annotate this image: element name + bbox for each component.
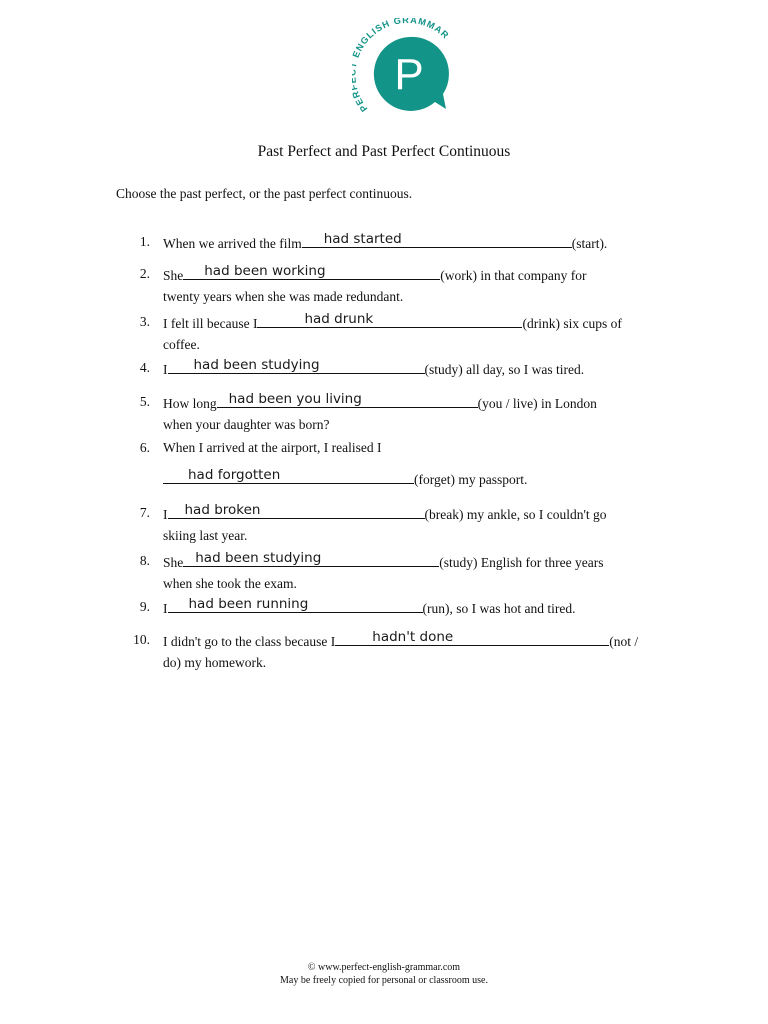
answer-text: had been running <box>188 596 309 612</box>
answer-blank <box>183 265 440 280</box>
item-number: 10. <box>133 632 150 647</box>
list-item <box>116 598 575 616</box>
item-text-after: (start). <box>571 236 608 251</box>
item-text-before: I felt ill because I <box>163 316 258 331</box>
item-text-before: I didn't go to the class because I <box>163 634 336 649</box>
item-continuation: when your daughter was born? <box>163 417 330 432</box>
item-text-before: I <box>163 507 168 522</box>
list-item <box>116 393 597 411</box>
answer-blank <box>302 233 572 248</box>
footer-license: May be freely copied for personal or classroom use. <box>280 975 488 986</box>
answer-blank <box>183 552 439 567</box>
logo-letter: P <box>394 50 424 99</box>
answer-text: had been studying <box>193 357 320 373</box>
answer-blank <box>168 359 425 374</box>
list-item <box>116 439 382 457</box>
item-text-after: (work) in that company for <box>440 268 587 283</box>
list-item <box>116 552 603 570</box>
item-continuation: twenty years when she was made redundant. <box>163 289 404 304</box>
answer-blank <box>163 469 414 484</box>
answer-blank <box>168 504 425 519</box>
list-item <box>116 359 584 377</box>
item-text-after: (study) English for three years <box>439 555 604 570</box>
answer-text: had been working <box>204 263 326 279</box>
item-continuation <box>163 469 527 487</box>
item-continuation: when she took the exam. <box>163 576 297 591</box>
item-text-before: I <box>163 601 168 616</box>
answer-blank <box>217 393 478 408</box>
answer-text: had started <box>323 231 402 247</box>
item-text-after: (forget) my passport. <box>414 472 528 487</box>
item-number: 5. <box>139 394 150 409</box>
item-text-before: She <box>163 268 184 283</box>
item-text-after: (break) my ankle, so I couldn't go <box>424 507 607 522</box>
logo <box>352 18 456 118</box>
answer-blank <box>335 631 609 646</box>
item-text-after: (drink) six cups of <box>522 316 622 331</box>
item-number: 3. <box>139 314 150 329</box>
item-text-before: How long <box>163 396 217 411</box>
list-item <box>116 631 638 649</box>
answer-text: had been studying <box>195 550 322 566</box>
item-number: 9. <box>139 599 150 614</box>
instructions: Choose the past perfect, or the past perfect continuous. <box>116 186 413 201</box>
item-continuation: coffee. <box>163 337 200 352</box>
list-item <box>116 504 607 522</box>
logo-arc-text: PE NGLISH GRAMMAR <box>353 18 452 114</box>
item-number: 2. <box>139 266 150 281</box>
footer <box>0 961 768 987</box>
list-item <box>116 233 607 251</box>
item-text-after: (you / live) in London <box>477 396 597 411</box>
item-text-after: (run), so I was hot and tired. <box>422 601 576 616</box>
item-number: 4. <box>139 360 150 375</box>
answer-text: had forgotten <box>188 467 281 483</box>
item-text-before: I <box>163 362 168 377</box>
footer-copyright: © www.perfect-english-grammar.com <box>307 962 461 973</box>
answer-text: had drunk <box>304 311 374 327</box>
item-number: 6. <box>139 440 150 455</box>
item-number: 1. <box>139 234 150 249</box>
answer-blank <box>257 313 522 328</box>
item-text-before: When we arrived the film <box>163 236 302 251</box>
answer-blank <box>168 598 423 613</box>
answer-text: had broken <box>184 502 261 518</box>
answer-text: hadn't done <box>372 629 454 645</box>
item-text-after: (not / <box>609 634 639 649</box>
item-continuation: skiing last year. <box>163 528 248 543</box>
page-title: Past Perfect and Past Perfect Continuous <box>257 143 511 160</box>
item-text-before: When I arrived at the airport, I realised I <box>163 440 382 455</box>
list-item <box>116 265 586 283</box>
item-continuation: do) my homework. <box>163 655 267 670</box>
item-text-after: (study) all day, so I was tired. <box>424 362 585 377</box>
answer-text: had been you living <box>228 391 362 407</box>
item-number: 7. <box>139 505 150 520</box>
item-number: 8. <box>139 553 150 568</box>
list-item <box>116 313 622 331</box>
item-text-before: She <box>163 555 184 570</box>
